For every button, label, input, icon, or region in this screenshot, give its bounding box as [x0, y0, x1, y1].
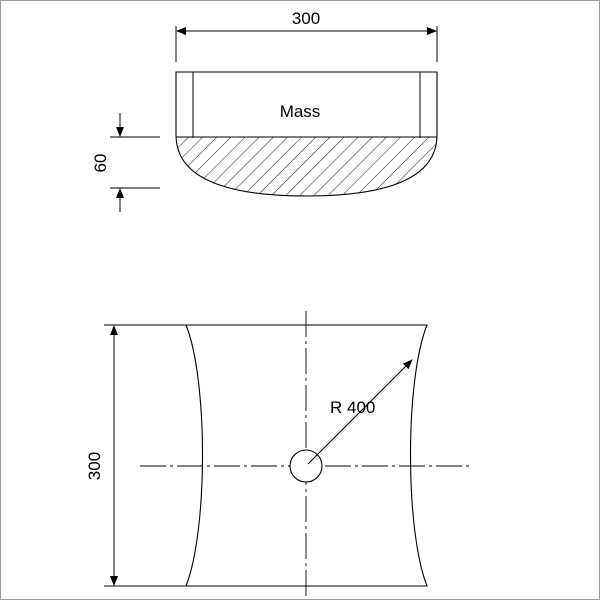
height300-dimension-label: 300 — [85, 451, 104, 481]
side-view — [91, 9, 445, 212]
radius-dimension-label: R 400 — [330, 398, 376, 417]
mass-annotation-label: Mass — [279, 102, 321, 121]
side-view-hatch-region — [170, 137, 445, 201]
height60-dimension-label: 60 — [91, 153, 110, 173]
width-dimension-label: 300 — [291, 9, 321, 28]
front-view — [85, 311, 470, 598]
